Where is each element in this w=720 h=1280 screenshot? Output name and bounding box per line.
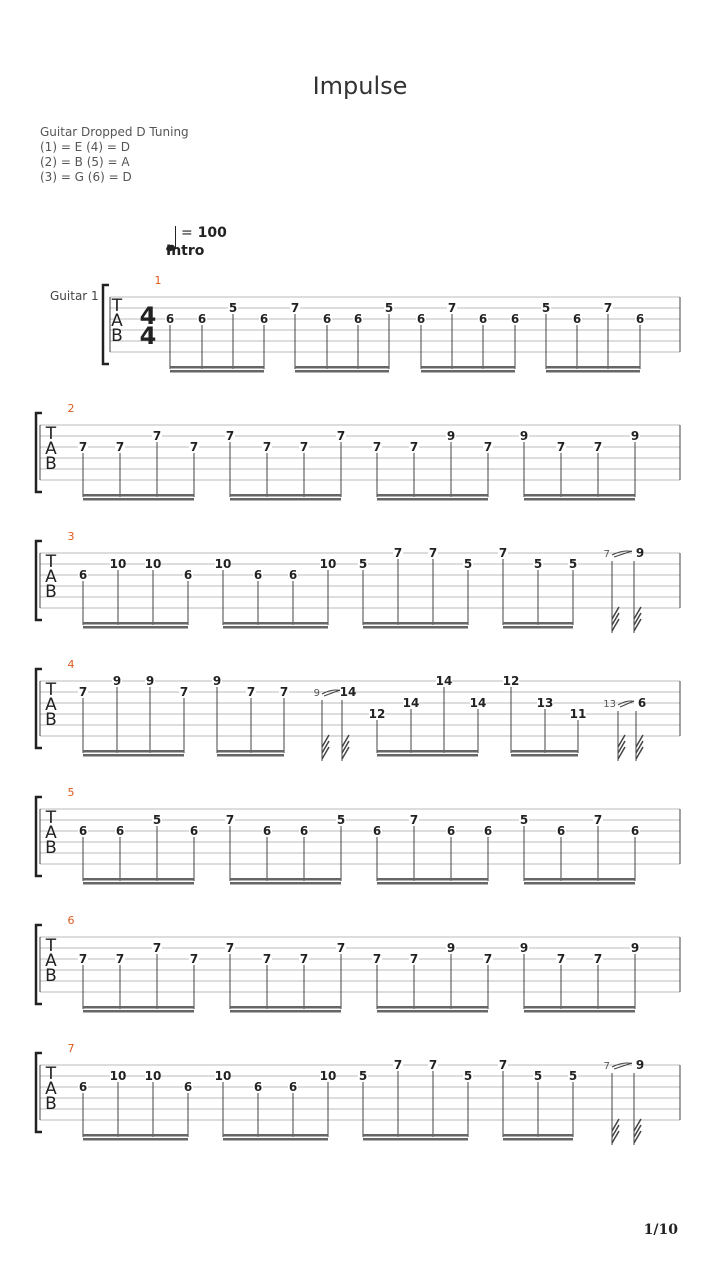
fret-number: 7 xyxy=(483,440,493,454)
beam xyxy=(83,750,184,753)
fret-number: 6 xyxy=(189,824,199,838)
fret-number: 10 xyxy=(109,1069,127,1083)
beam xyxy=(230,498,341,501)
tab-clef-letter: A xyxy=(45,567,57,587)
slide-line xyxy=(614,551,632,557)
fret-number: 10 xyxy=(144,1069,162,1083)
beam xyxy=(503,626,573,629)
beam xyxy=(363,626,468,629)
beam xyxy=(363,622,468,625)
fret-number: 7 xyxy=(262,952,272,966)
tab-clef-letter: A xyxy=(45,823,57,843)
fret-number: 7 xyxy=(556,952,566,966)
beam xyxy=(83,1138,188,1141)
fret-number: 5 xyxy=(463,1069,473,1083)
beam xyxy=(217,754,284,757)
beam xyxy=(503,1138,573,1141)
slide-to-fret: 9 xyxy=(635,546,645,560)
beam xyxy=(83,878,194,881)
fret-number: 12 xyxy=(368,707,386,721)
fret-number: 6 xyxy=(78,824,88,838)
fret-number: 6 xyxy=(288,1080,298,1094)
slide-to-fret: 9 xyxy=(635,1058,645,1072)
measure-number: 2 xyxy=(67,402,75,415)
fret-number: 6 xyxy=(78,568,88,582)
fret-number: 7 xyxy=(115,952,125,966)
fret-number: 7 xyxy=(372,440,382,454)
beam xyxy=(223,626,328,629)
fret-number: 6 xyxy=(483,824,493,838)
measure-number: 6 xyxy=(67,914,75,927)
tab-clef-letter: A xyxy=(45,951,57,971)
grace-flag xyxy=(636,747,643,759)
fret-number: 9 xyxy=(630,429,640,443)
grace-flag xyxy=(612,1131,619,1143)
fret-number: 6 xyxy=(572,312,582,326)
beam xyxy=(524,882,635,885)
beam xyxy=(503,622,573,625)
instrument-label: Guitar 1 xyxy=(50,289,99,303)
measure-number: 7 xyxy=(67,1042,75,1055)
fret-number: 6 xyxy=(556,824,566,838)
tuning-info xyxy=(40,125,189,185)
fret-number: 10 xyxy=(319,557,337,571)
beam xyxy=(421,366,515,369)
beam xyxy=(546,366,640,369)
tab-clef-letter: B xyxy=(111,326,123,346)
fret-number: 6 xyxy=(510,312,520,326)
grace-flag xyxy=(612,1125,619,1137)
fret-number: 7 xyxy=(603,301,613,315)
fret-number: 6 xyxy=(78,1080,88,1094)
slide-from-fret: 7 xyxy=(603,1061,610,1072)
fret-number: 9 xyxy=(630,941,640,955)
fret-number: 5 xyxy=(228,301,238,315)
fret-number: 7 xyxy=(290,301,300,315)
fret-number: 9 xyxy=(145,674,155,688)
grace-flag xyxy=(636,735,643,747)
fret-number: 7 xyxy=(225,429,235,443)
fret-number: 6 xyxy=(183,1080,193,1094)
fret-number: 7 xyxy=(262,440,272,454)
beam xyxy=(511,750,578,753)
fret-number: 6 xyxy=(165,312,175,326)
slide-from-fret: 9 xyxy=(313,688,320,699)
slide-to-fret: 6 xyxy=(637,696,647,710)
tab-system-1 xyxy=(0,270,720,380)
fret-number: 6 xyxy=(197,312,207,326)
tab-clef-letter: B xyxy=(45,838,57,858)
grace-flag xyxy=(342,741,349,753)
fret-number: 10 xyxy=(319,1069,337,1083)
fret-number: 7 xyxy=(593,813,603,827)
fret-number: 7 xyxy=(409,440,419,454)
fret-number: 7 xyxy=(428,546,438,560)
fret-number: 10 xyxy=(214,1069,232,1083)
fret-number: 5 xyxy=(533,1069,543,1083)
fret-number: 6 xyxy=(115,824,125,838)
fret-number: 13 xyxy=(536,696,554,710)
fret-number: 5 xyxy=(358,557,368,571)
fret-number: 9 xyxy=(519,941,529,955)
fret-number: 6 xyxy=(446,824,456,838)
grace-flag xyxy=(322,741,329,753)
fret-number: 5 xyxy=(533,557,543,571)
fret-number: 7 xyxy=(152,429,162,443)
fret-number: 5 xyxy=(519,813,529,827)
beam xyxy=(503,1134,573,1137)
beam xyxy=(377,1010,488,1013)
beam xyxy=(83,882,194,885)
grace-flag xyxy=(322,735,329,747)
fret-number: 6 xyxy=(322,312,332,326)
tempo-equals: = xyxy=(181,225,193,241)
fret-number: 7 xyxy=(78,685,88,699)
beam xyxy=(421,370,515,373)
fret-number: 6 xyxy=(416,312,426,326)
fret-number: 6 xyxy=(299,824,309,838)
tuning-line: (2) = B (5) = A xyxy=(40,155,130,169)
beam xyxy=(511,754,578,757)
beam xyxy=(377,498,488,501)
tab-system-7 xyxy=(0,1038,720,1153)
beam xyxy=(170,366,264,369)
beam xyxy=(377,754,478,757)
fret-number: 7 xyxy=(483,952,493,966)
tab-clef-letter: B xyxy=(45,1094,57,1114)
beam xyxy=(223,1134,328,1137)
fret-number: 6 xyxy=(353,312,363,326)
grace-flag xyxy=(612,607,619,619)
grace-flag xyxy=(342,735,349,747)
beam xyxy=(230,882,341,885)
grace-flag xyxy=(634,607,641,619)
fret-number: 7 xyxy=(593,952,603,966)
tab-clef-letter: T xyxy=(111,296,123,316)
grace-flag xyxy=(618,741,625,753)
beam xyxy=(377,750,478,753)
tab-system-5 xyxy=(0,782,720,892)
fret-number: 7 xyxy=(593,440,603,454)
fret-number: 7 xyxy=(498,1058,508,1072)
beam xyxy=(217,750,284,753)
tab-system-6 xyxy=(0,910,720,1020)
fret-number: 7 xyxy=(498,546,508,560)
tempo-bpm: 100 xyxy=(197,225,227,241)
fret-number: 6 xyxy=(183,568,193,582)
tab-system-2 xyxy=(0,398,720,508)
slide-line xyxy=(614,1063,632,1069)
tuning-line: (3) = G (6) = D xyxy=(40,170,132,184)
tab-system-4 xyxy=(0,654,720,769)
slide-line xyxy=(324,690,340,696)
tab-system-3 xyxy=(0,526,720,641)
tab-clef-letter: B xyxy=(45,710,57,730)
tempo-marking xyxy=(181,225,227,241)
beam xyxy=(524,1010,635,1013)
grace-flag xyxy=(634,1119,641,1131)
beam xyxy=(295,370,389,373)
grace-flag xyxy=(634,1125,641,1137)
beam xyxy=(83,622,188,625)
beam xyxy=(524,1006,635,1009)
fret-number: 7 xyxy=(393,1058,403,1072)
page-number: 1/10 xyxy=(643,1222,678,1238)
beam xyxy=(524,498,635,501)
beam xyxy=(524,494,635,497)
fret-number: 7 xyxy=(409,813,419,827)
measure-number: 1 xyxy=(154,274,162,287)
fret-number: 9 xyxy=(212,674,222,688)
system-bracket xyxy=(103,285,109,364)
fret-number: 10 xyxy=(144,557,162,571)
fret-number: 7 xyxy=(78,440,88,454)
measure-number: 3 xyxy=(67,530,75,543)
tab-clef-letter: T xyxy=(45,680,57,700)
slide-to-fret: 14 xyxy=(339,685,357,699)
beam xyxy=(83,1134,188,1137)
fret-number: 6 xyxy=(372,824,382,838)
grace-flag xyxy=(342,747,349,759)
beam xyxy=(546,370,640,373)
time-signature-top: 4 xyxy=(139,302,157,330)
beam xyxy=(377,882,488,885)
fret-number: 5 xyxy=(336,813,346,827)
fret-number: 6 xyxy=(262,824,272,838)
tab-clef-letter: T xyxy=(45,808,57,828)
fret-number: 9 xyxy=(112,674,122,688)
fret-number: 5 xyxy=(541,301,551,315)
fret-number: 12 xyxy=(502,674,520,688)
fret-number: 9 xyxy=(446,941,456,955)
fret-number: 5 xyxy=(384,301,394,315)
fret-number: 5 xyxy=(568,1069,578,1083)
tab-clef-letter: T xyxy=(45,1064,57,1084)
section-label: Intro xyxy=(166,243,205,259)
fret-number: 9 xyxy=(446,429,456,443)
beam xyxy=(377,878,488,881)
tab-clef-letter: A xyxy=(111,311,123,331)
grace-flag xyxy=(634,1131,641,1143)
tab-clef-letter: A xyxy=(45,439,57,459)
fret-number: 5 xyxy=(152,813,162,827)
fret-number: 7 xyxy=(246,685,256,699)
beam xyxy=(230,1006,341,1009)
beam xyxy=(363,1138,468,1141)
measure-number: 5 xyxy=(67,786,75,799)
tuning-heading: Guitar Dropped D Tuning xyxy=(40,125,189,139)
beam xyxy=(83,626,188,629)
tuning-line: (1) = E (4) = D xyxy=(40,140,130,154)
fret-number: 7 xyxy=(115,440,125,454)
tab-clef-letter: B xyxy=(45,582,57,602)
fret-number: 6 xyxy=(635,312,645,326)
fret-number: 14 xyxy=(402,696,420,710)
fret-number: 7 xyxy=(189,952,199,966)
grace-flag xyxy=(636,741,643,753)
beam xyxy=(83,1006,194,1009)
tab-clef-letter: B xyxy=(45,966,57,986)
fret-number: 6 xyxy=(478,312,488,326)
slide-from-fret: 7 xyxy=(603,549,610,560)
beam xyxy=(223,622,328,625)
fret-number: 7 xyxy=(336,941,346,955)
tab-clef-letter: A xyxy=(45,695,57,715)
beam xyxy=(83,754,184,757)
fret-number: 7 xyxy=(279,685,289,699)
beam xyxy=(223,1138,328,1141)
grace-flag xyxy=(322,747,329,759)
fret-number: 7 xyxy=(78,952,88,966)
grace-flag xyxy=(618,747,625,759)
fret-number: 10 xyxy=(214,557,232,571)
fret-number: 7 xyxy=(189,440,199,454)
slide-from-fret: 13 xyxy=(603,699,616,710)
fret-number: 7 xyxy=(299,440,309,454)
beam xyxy=(170,370,264,373)
fret-number: 7 xyxy=(447,301,457,315)
score-title: Impulse xyxy=(312,72,408,100)
beam xyxy=(230,878,341,881)
tab-clef-letter: T xyxy=(45,424,57,444)
fret-number: 7 xyxy=(393,546,403,560)
tab-clef-letter: T xyxy=(45,552,57,572)
grace-flag xyxy=(634,613,641,625)
tab-clef-letter: B xyxy=(45,454,57,474)
grace-flag xyxy=(634,619,641,631)
time-signature-bottom: 4 xyxy=(139,322,157,350)
measure-number: 4 xyxy=(67,658,75,671)
beam xyxy=(524,878,635,881)
fret-number: 7 xyxy=(225,813,235,827)
slide-line xyxy=(620,701,634,707)
fret-number: 6 xyxy=(253,568,263,582)
fret-number: 7 xyxy=(409,952,419,966)
fret-number: 14 xyxy=(435,674,453,688)
fret-number: 10 xyxy=(109,557,127,571)
fret-number: 5 xyxy=(568,557,578,571)
fret-number: 14 xyxy=(469,696,487,710)
beam xyxy=(83,1010,194,1013)
grace-flag xyxy=(612,1119,619,1131)
fret-number: 7 xyxy=(428,1058,438,1072)
tab-clef-letter: A xyxy=(45,1079,57,1099)
beam xyxy=(83,498,194,501)
fret-number: 5 xyxy=(463,557,473,571)
fret-number: 7 xyxy=(225,941,235,955)
grace-flag xyxy=(618,735,625,747)
fret-number: 7 xyxy=(336,429,346,443)
fret-number: 5 xyxy=(358,1069,368,1083)
fret-number: 7 xyxy=(179,685,189,699)
beam xyxy=(377,494,488,497)
beam xyxy=(377,1006,488,1009)
fret-number: 9 xyxy=(519,429,529,443)
tab-clef-letter: T xyxy=(45,936,57,956)
fret-number: 6 xyxy=(288,568,298,582)
grace-flag xyxy=(612,619,619,631)
beam xyxy=(295,366,389,369)
fret-number: 7 xyxy=(556,440,566,454)
fret-number: 7 xyxy=(372,952,382,966)
beam xyxy=(363,1134,468,1137)
fret-number: 6 xyxy=(253,1080,263,1094)
fret-number: 11 xyxy=(569,707,587,721)
beam xyxy=(230,1010,341,1013)
fret-number: 6 xyxy=(630,824,640,838)
grace-flag xyxy=(612,613,619,625)
fret-number: 7 xyxy=(152,941,162,955)
fret-number: 7 xyxy=(299,952,309,966)
beam xyxy=(83,494,194,497)
beam xyxy=(230,494,341,497)
fret-number: 6 xyxy=(259,312,269,326)
